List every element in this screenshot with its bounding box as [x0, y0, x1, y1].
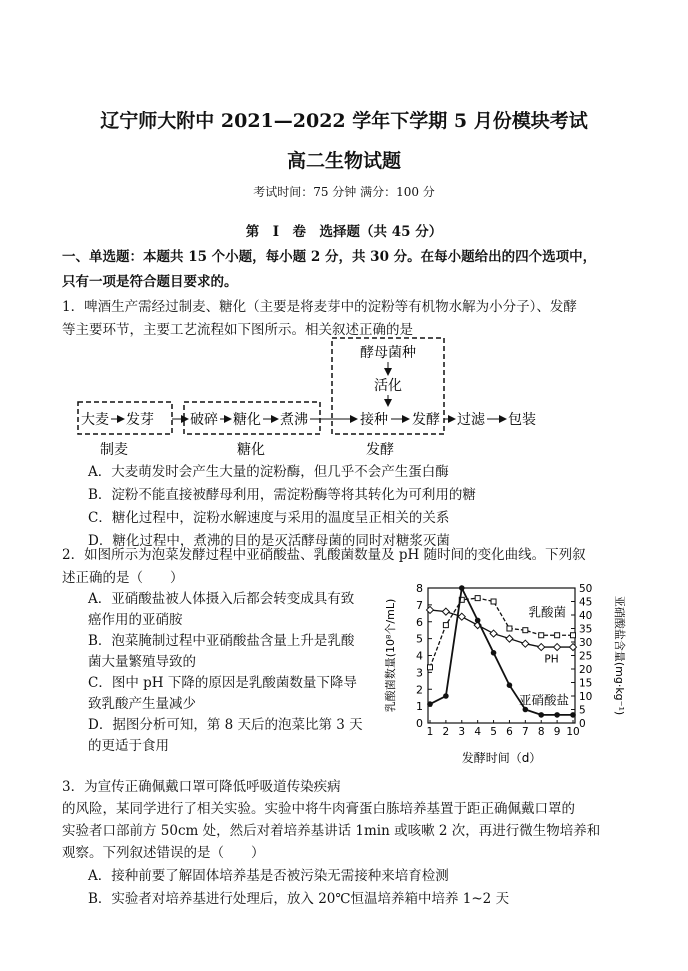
left-tick-label: 2 [416, 683, 423, 697]
left-tick-label: 1 [416, 700, 423, 714]
x-tick-label: 8 [537, 726, 545, 738]
q2-option-c-line-1: C．图中 pH 下降的原因是乳酸菌数量下降导 [88, 675, 357, 691]
x-tick-label: 1 [426, 726, 434, 738]
right-tick-label: 5 [579, 704, 586, 717]
left-tick-label: 3 [416, 666, 423, 680]
crush-node: 破碎 [190, 412, 218, 428]
saccharify-node: 糖化 [233, 412, 261, 428]
q3-stem-line-1: 3．为宣传正确佩戴口罩可降低呼吸道传染疾病 [62, 779, 341, 795]
malting-label: 制麦 [100, 442, 128, 458]
data-point-亚硝酸盐 [507, 682, 513, 688]
series-label-乳酸菌: 乳酸菌 [528, 604, 567, 620]
instruction-line-1: 一、单选题：本题共 15 个小题，每小题 2 分，共 30 分。在每小题给出的四个选项中， [62, 249, 597, 265]
series-label-亚硝酸盐: 亚硝酸盐 [518, 692, 569, 708]
right-tick-label: 0 [579, 718, 586, 730]
data-point-乳酸菌 [428, 665, 433, 670]
exam-title: 辽宁师大附中 2021—2022 学年下学期 5 月份模块考试 [100, 110, 588, 132]
data-point-亚硝酸盐 [427, 701, 433, 707]
right-tick-label: 35 [579, 623, 593, 636]
data-point-乳酸菌 [571, 633, 576, 638]
q1-stem-line-1: 1．啤酒生产需经过制麦、糖化（主要是将麦芽中的淀粉等有机物水解为小分子）、发酵 [62, 299, 577, 315]
q2-option-d-line-2: 的更适于食用 [88, 738, 169, 754]
data-point-PH [490, 630, 497, 637]
x-tick-label: 4 [474, 726, 482, 738]
data-point-亚硝酸盐 [475, 618, 481, 624]
data-point-亚硝酸盐 [523, 707, 529, 713]
section-heading: 第 Ⅰ 卷 选择题（共 45 分） [245, 224, 443, 240]
right-tick-label: 50 [579, 583, 593, 595]
data-point-亚硝酸盐 [459, 585, 465, 591]
q1-option-d: D．糖化过程中，煮沸的目的是灭活酵母菌的同时对糖浆灭菌 [88, 533, 450, 549]
series-label-PH: PH [544, 653, 559, 666]
data-point-乳酸菌 [475, 596, 480, 601]
q3-option-a: A．接种前要了解固体培养基是否被污染无需接种来培育检测 [88, 868, 449, 884]
right-tick-label: 40 [579, 610, 593, 622]
x-tick-label: 7 [521, 726, 529, 738]
data-point-PH [458, 613, 465, 620]
data-point-亚硝酸盐 [570, 712, 576, 718]
right-tick-label: 15 [579, 677, 593, 690]
right-tick-label: 45 [579, 596, 593, 609]
right-tick-label: 20 [579, 664, 593, 676]
exam-subtitle: 高二生物试题 [286, 150, 401, 172]
left-axis-label: 乳酸菌数量(10⁸个/mL) [384, 598, 397, 713]
exam-info: 考试时间：75 分钟 满分：100 分 [253, 185, 435, 199]
data-point-乳酸菌 [523, 628, 528, 633]
q2-option-a-line-2: 癌作用的亚硝胺 [88, 612, 183, 628]
right-tick-label: 30 [579, 637, 593, 649]
q2-option-b-line-1: B．泡菜腌制过程中亚硝酸盐含量上升是乳酸 [88, 633, 355, 649]
boil-node: 煮沸 [280, 412, 308, 428]
germinate-node: 发芽 [126, 412, 154, 428]
q3-option-b: B．实验者对培养基进行处理后，放入 20℃恒温培养箱中培养 1~2 天 [88, 891, 510, 907]
data-point-PH [442, 608, 449, 615]
q2-option-b-line-2: 菌大量繁殖导致的 [88, 654, 196, 670]
data-point-乳酸菌 [555, 633, 560, 638]
q3-stem-line-4: 观察。下列叙述错误的是（ ） [62, 845, 265, 861]
activate-node: 活化 [374, 378, 402, 394]
x-tick-label: 6 [506, 726, 513, 738]
q2-option-a-line-1: A．亚硝酸盐被人体摄入后都会转变成具有致 [88, 591, 355, 607]
data-point-亚硝酸盐 [554, 712, 560, 718]
q2-option-c-line-2: 致乳酸产生量减少 [88, 696, 196, 712]
barley-node: 大麦 [81, 412, 109, 428]
data-point-PH [506, 635, 513, 642]
q2-stem-line-1: 2．如图所示为泡菜发酵过程中亚硝酸盐、乳酸菌数量及 pH 随时间的变化曲线。下列叙 [62, 547, 586, 563]
data-point-乳酸菌 [507, 626, 512, 631]
left-tick-label: 0 [416, 717, 423, 730]
ferment-node: 发酵 [412, 412, 440, 428]
inoculate-node: 接种 [360, 412, 388, 428]
x-tick-label: 5 [490, 726, 497, 738]
data-point-亚硝酸盐 [491, 650, 497, 656]
q2-option-d-line-1: D．据图分析可知，第 8 天后的泡菜比第 3 天 [88, 717, 363, 733]
q1-option-c: C．糖化过程中，淀粉水解速度与采用的温度呈正相关的关系 [88, 510, 450, 526]
data-point-亚硝酸盐 [443, 693, 449, 699]
data-point-PH [554, 644, 561, 651]
q3-stem-line-2: 的风险，某同学进行了相关实验。实验中将牛肉膏蛋白胨培养基置于距正确佩戴口罩的 [62, 801, 575, 817]
left-tick-label: 6 [416, 615, 423, 629]
q1-option-b: B．淀粉不能直接被酵母利用，需淀粉酶等将其转化为可利用的糖 [88, 487, 476, 503]
right-tick-label: 10 [579, 691, 593, 703]
yeast-node: 酵母菌种 [360, 345, 416, 361]
x-tick-label: 10 [566, 726, 580, 738]
package-node: 包装 [508, 412, 536, 428]
q3-stem-line-3: 实验者口部前方 50cm 处，然后对着培养基讲话 1min 或咳嗽 2 次，再进行微生物培养和 [62, 823, 601, 839]
x-tick-label: 3 [458, 726, 466, 738]
data-point-PH [538, 644, 545, 651]
left-tick-label: 7 [416, 598, 423, 612]
q1-stem-line-2: 等主要环节，主要工艺流程如下图所示。相关叙述正确的是 [62, 322, 413, 338]
saccharify-label: 糖化 [237, 442, 265, 458]
x-tick-label: 9 [553, 726, 561, 738]
x-axis-label: 发酵时间（d） [461, 751, 542, 765]
data-point-乳酸菌 [443, 623, 448, 628]
instruction-line-2: 只有一项是符合题目要求的。 [62, 274, 238, 290]
beer-process-diagram [60, 332, 640, 460]
right-axis-label: 亚硝酸盐含量(mg·kg⁻¹) [613, 595, 626, 716]
left-tick-label: 8 [416, 582, 423, 595]
pickle-fermentation-chart [380, 580, 636, 768]
left-tick-label: 5 [416, 632, 423, 646]
left-tick-label: 4 [416, 649, 423, 663]
data-point-乳酸菌 [491, 599, 496, 604]
filter-node: 过滤 [457, 412, 485, 428]
right-tick-label: 25 [579, 650, 593, 663]
data-point-亚硝酸盐 [538, 712, 544, 718]
x-tick-label: 2 [442, 726, 450, 738]
data-point-乳酸菌 [539, 633, 544, 638]
q1-option-a: A．大麦萌发时会产生大量的淀粉酶，但几乎不会产生蛋白酶 [88, 464, 449, 480]
data-point-PH [522, 640, 529, 647]
ferment-label: 发酵 [366, 442, 394, 458]
q2-stem-line-2: 述正确的是（ ） [62, 570, 184, 586]
